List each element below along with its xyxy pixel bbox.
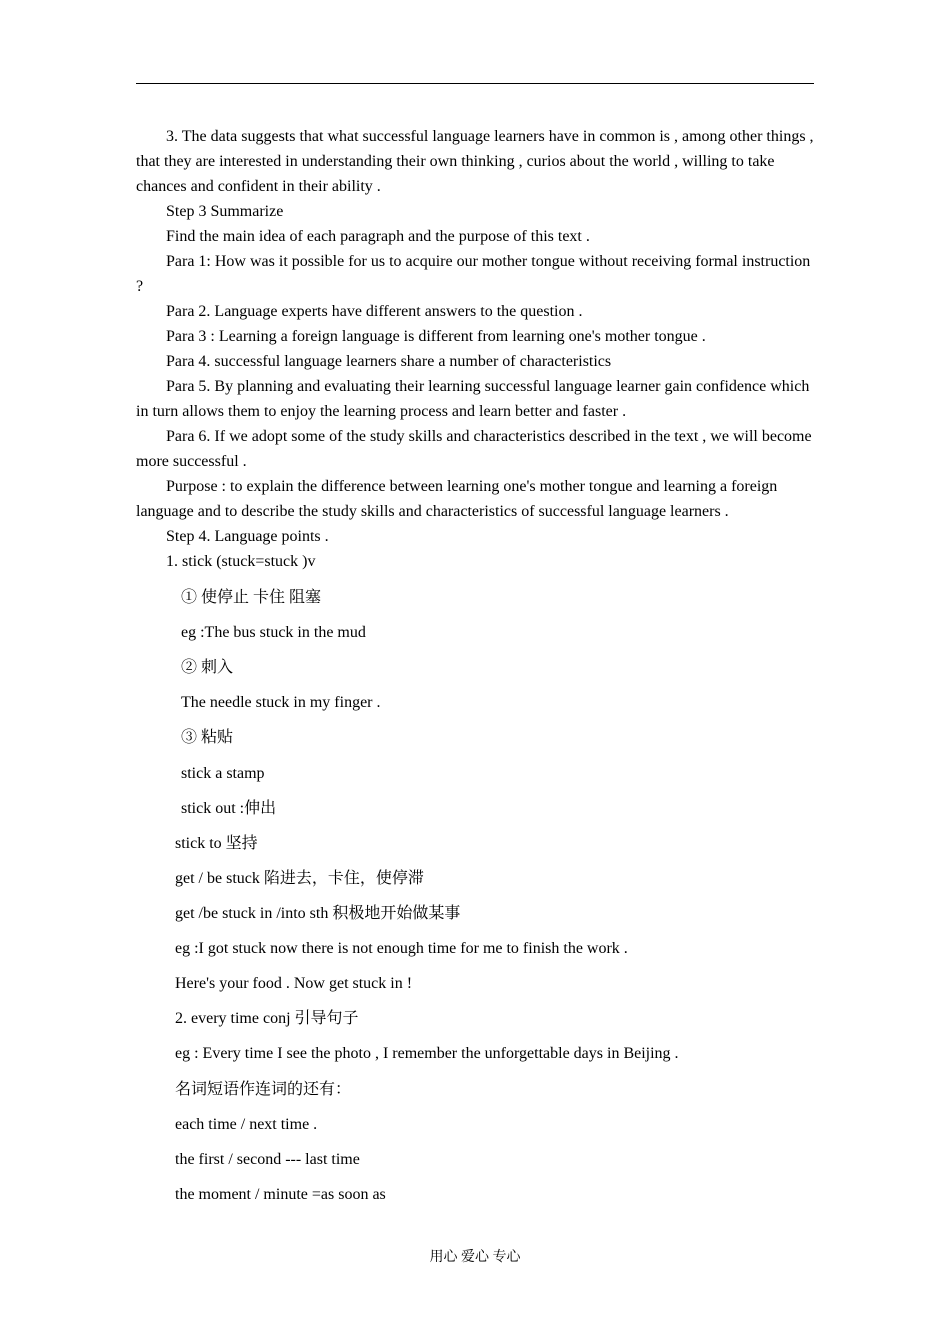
- list-item: get /be stuck in /into sth 积极地开始做某事: [175, 905, 461, 922]
- body-text: [136, 124, 814, 574]
- paragraph: Find the main idea of each paragraph and the purpose of this text .: [166, 228, 590, 245]
- list-item: eg : Every time I see the photo , I remember the unforgettable days in Beijing .: [175, 1045, 679, 1062]
- page-footer: 用心 爱心 专心: [429, 1250, 521, 1265]
- list-item: get / be stuck 陷进去，卡住，使停滞: [175, 870, 424, 887]
- paragraph: Para 3 : Learning a foreign language is different from learning one's mother tongue .: [166, 328, 706, 345]
- list-item: ③ 粘贴: [181, 729, 234, 746]
- list-item: 名词短语作连词的还有：: [175, 1081, 352, 1098]
- list-item: The needle stuck in my finger .: [181, 694, 381, 711]
- paragraph: Para 5. By planning and evaluating their learning successful language learner gain confidence which in turn allows them to enjoy the learning process and learn better and faster .: [136, 378, 810, 420]
- list-item: stick to 坚持: [175, 835, 258, 852]
- list-item: each time / next time .: [175, 1116, 318, 1133]
- paragraph: Step 3 Summarize: [166, 203, 284, 220]
- list-item: stick a stamp: [181, 765, 265, 782]
- list-item: 2. every time conj 引导句子: [175, 1010, 359, 1027]
- paragraph: 3. The data suggests that what successful language learners have in common is , among other things , that they are interested in understanding their own thinking , curios about the world , willing to take chances and confident in their ability .: [136, 128, 814, 195]
- paragraph: 1. stick (stuck=stuck )v: [166, 553, 316, 570]
- list-item: ② 刺入: [181, 659, 234, 676]
- paragraph: Para 4. successful language learners share a number of characteristics: [166, 353, 612, 370]
- list-item: the moment / minute =as soon as: [175, 1186, 386, 1203]
- list-item: eg :The bus stuck in the mud: [181, 624, 366, 641]
- list-item: eg :I got stuck now there is not enough time for me to finish the work .: [175, 940, 628, 957]
- list-item: Here's your food . Now get stuck in !: [175, 975, 413, 992]
- paragraph: Purpose : to explain the difference between learning one's mother tongue and learning a foreign language and to describe the study skills and characteristics of successful language learners .: [136, 478, 778, 520]
- list-item: stick out :伸出: [181, 800, 277, 817]
- list-item: ① 使停止 卡住 阻塞: [181, 589, 322, 606]
- paragraph: Para 1: How was it possible for us to acquire our mother tongue without receiving formal instruction ?: [136, 253, 811, 295]
- paragraph: Step 4. Language points .: [166, 528, 329, 545]
- paragraph: Para 2. Language experts have different answers to the question .: [166, 303, 583, 320]
- list-item: the first / second --- last time: [175, 1151, 360, 1168]
- header-rule: [136, 83, 814, 84]
- paragraph: Para 6. If we adopt some of the study skills and characteristics described in the text , we will become more successful .: [136, 428, 812, 470]
